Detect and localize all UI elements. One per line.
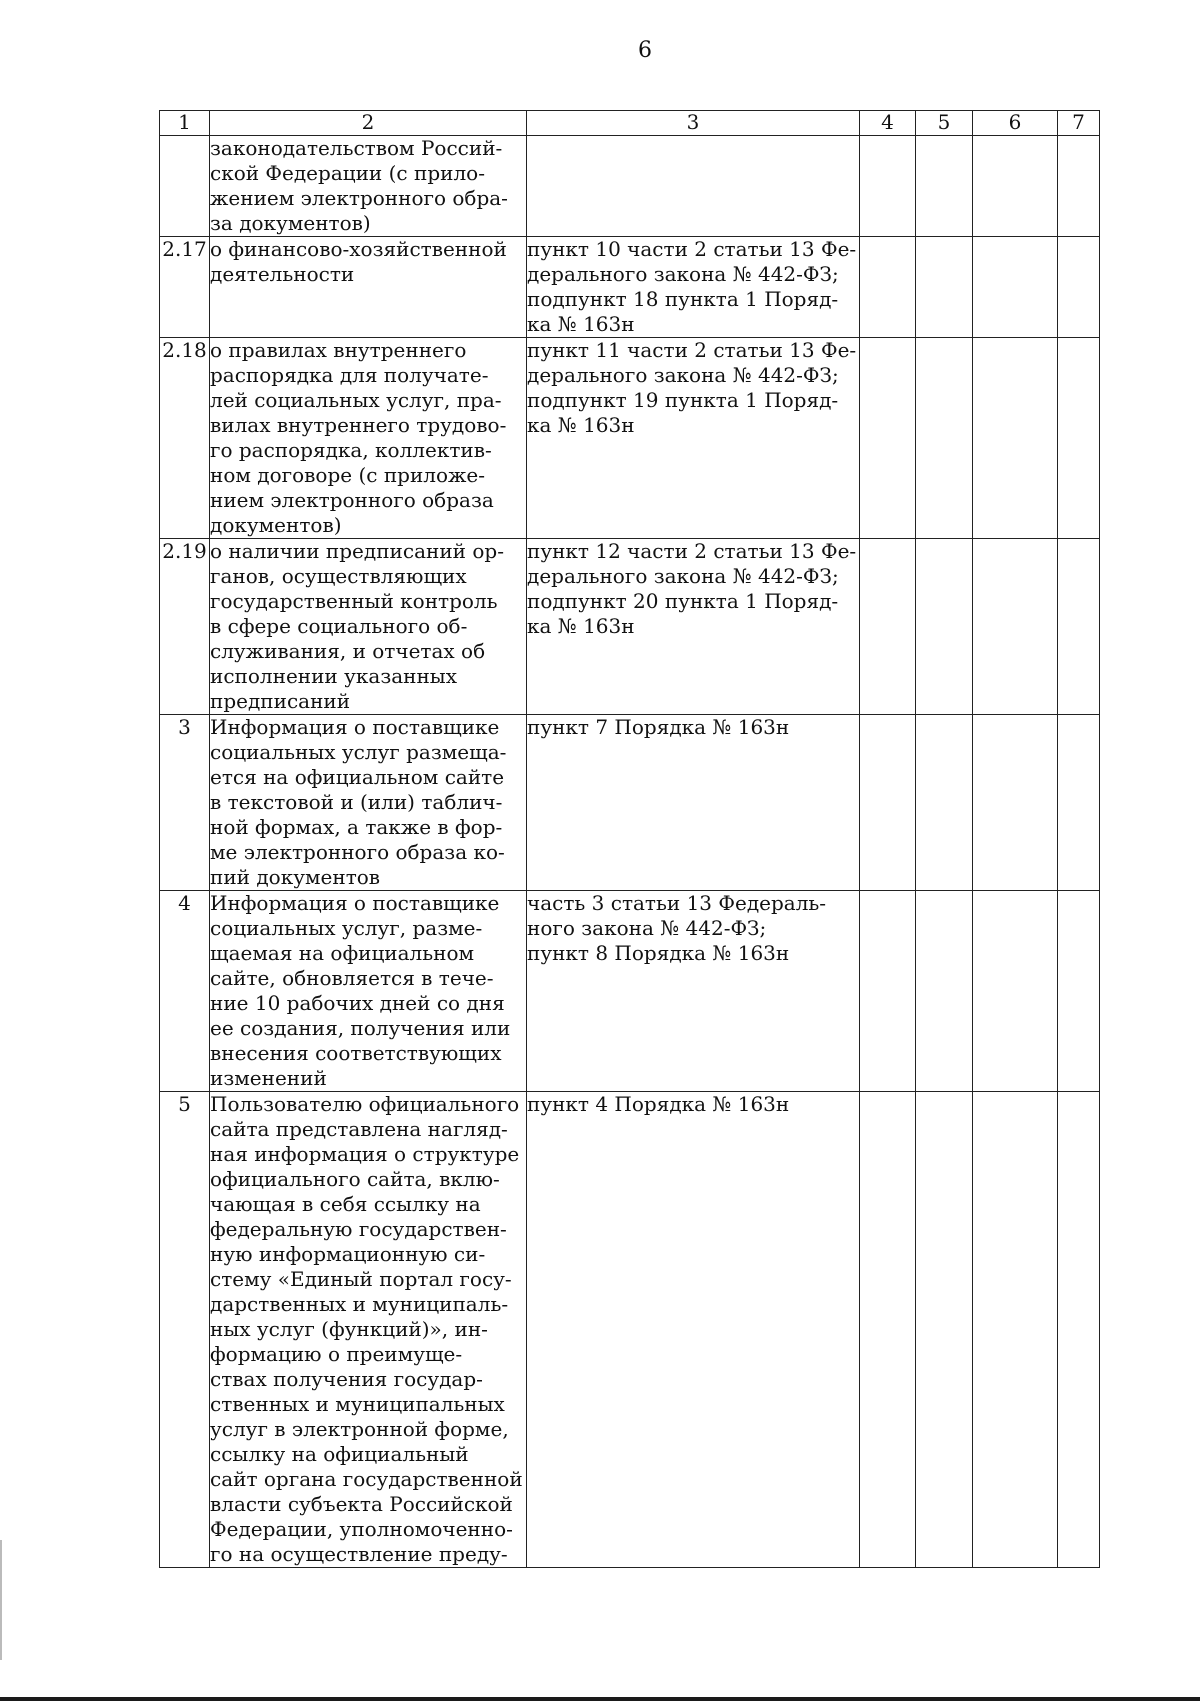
empty-cell (860, 715, 916, 891)
column-header-4: 4 (860, 111, 916, 136)
scan-margin-mark (0, 1540, 2, 1660)
description-cell (210, 237, 527, 338)
empty-cell (973, 539, 1058, 715)
description-cell (210, 136, 527, 237)
header-row (160, 111, 1100, 136)
scan-bottom-edge (0, 1697, 1200, 1701)
empty-cell (1058, 237, 1100, 338)
row-number: 2.19 (160, 539, 210, 715)
legal-basis-cell (527, 237, 860, 338)
legal-basis-text: пункт 4 Порядка № 163н (527, 1092, 790, 1116)
description-text: Пользователю официального сайта представлена нагляд- ная информация о структуре официального сайта, вклю- чающая в себя ссылку на федеральную государствен- ную информационную си- стему «Единый портал госу- дарственных и муниципаль- ных услуг (функций)», ин- формацию о преимуще- ствах получения государ- ственных и муниципальных услуг в электронной форме, ссылку на официальный сайт органа государственной власти субъекта Российской Федерации, уполномоченно- го на осуществление преду- (210, 1092, 523, 1566)
legal-basis-text: пункт 11 части 2 статьи 13 Фе- дерального закона № 442-ФЗ; подпункт 19 пункта 1 Поряд- ка № 163н (527, 338, 857, 437)
table-row (160, 338, 1100, 539)
empty-cell (860, 338, 916, 539)
legal-basis-cell (527, 539, 860, 715)
table-row (160, 1092, 1100, 1568)
empty-cell (1058, 338, 1100, 539)
legal-basis-cell (527, 891, 860, 1092)
row-number: 3 (160, 715, 210, 891)
description-cell (210, 891, 527, 1092)
row-number: 5 (160, 1092, 210, 1568)
description-text: о финансово-хозяйственной деятельности (210, 237, 507, 286)
empty-cell (916, 136, 973, 237)
description-text: законодательством Россий- ской Федерации (с прило- жением электронного обра- за документов) (210, 136, 508, 235)
row-number (160, 136, 210, 237)
empty-cell (1058, 715, 1100, 891)
empty-cell (916, 539, 973, 715)
empty-cell (916, 237, 973, 338)
legal-basis-text: пункт 7 Порядка № 163н (527, 715, 790, 739)
column-header-3: 3 (527, 111, 860, 136)
legal-basis-text: пункт 12 части 2 статьи 13 Фе- дерального закона № 442-ФЗ; подпункт 20 пункта 1 Поряд- ка № 163н (527, 539, 857, 638)
column-header-1: 1 (160, 111, 210, 136)
empty-cell (916, 1092, 973, 1568)
empty-cell (1058, 891, 1100, 1092)
empty-cell (973, 715, 1058, 891)
table-row (160, 715, 1100, 891)
column-header-5: 5 (916, 111, 973, 136)
empty-cell (1058, 539, 1100, 715)
table-row (160, 891, 1100, 1092)
legal-basis-cell (527, 1092, 860, 1568)
column-header-2: 2 (210, 111, 527, 136)
empty-cell (973, 1092, 1058, 1568)
table-row (160, 237, 1100, 338)
empty-cell (973, 237, 1058, 338)
legal-basis-cell (527, 338, 860, 539)
description-text: о наличии предписаний ор- ганов, осуществляющих государственный контроль в сфере социального об- служивания, и отчетах об исполнении указанных предписаний (210, 539, 504, 713)
empty-cell (860, 237, 916, 338)
description-cell (210, 1092, 527, 1568)
description-cell (210, 715, 527, 891)
empty-cell (916, 715, 973, 891)
table-row (160, 539, 1100, 715)
empty-cell (916, 891, 973, 1092)
table-row (160, 136, 1100, 237)
legal-basis-cell (527, 136, 860, 237)
empty-cell (860, 891, 916, 1092)
empty-cell (973, 136, 1058, 237)
empty-cell (860, 136, 916, 237)
description-text: Информация о поставщике социальных услуг размеща- ется на официальном сайте в текстовой и (или) таблич- ной формах, а также в фор- ме электронного образа ко- пий документов (210, 715, 507, 889)
legal-basis-text: часть 3 статьи 13 Федераль- ного закона № 442-ФЗ; пункт 8 Порядка № 163н (527, 891, 827, 965)
empty-cell (973, 891, 1058, 1092)
empty-cell (860, 1092, 916, 1568)
empty-cell (916, 338, 973, 539)
legal-basis-cell (527, 715, 860, 891)
row-number: 2.17 (160, 237, 210, 338)
requirements-table (159, 110, 1100, 1568)
column-header-7: 7 (1058, 111, 1100, 136)
row-number: 4 (160, 891, 210, 1092)
page-number: 6 (638, 38, 652, 63)
empty-cell (1058, 136, 1100, 237)
description-text: о правилах внутреннего распорядка для получате- лей социальных услуг, пра- вилах внутреннего трудово- го распорядка, коллектив- ном договоре (с приложе- нием электронного образа документов) (210, 338, 507, 537)
description-cell (210, 338, 527, 539)
description-cell (210, 539, 527, 715)
column-header-6: 6 (973, 111, 1058, 136)
empty-cell (860, 539, 916, 715)
empty-cell (973, 338, 1058, 539)
empty-cell (1058, 1092, 1100, 1568)
row-number: 2.18 (160, 338, 210, 539)
description-text: Информация о поставщике социальных услуг, разме- щаемая на официальном сайте, обновляется в тече- ние 10 рабочих дней со дня ее создания, получения или внесения соответствующих изменений (210, 891, 511, 1090)
legal-basis-text: пункт 10 части 2 статьи 13 Фе- дерального закона № 442-ФЗ; подпункт 18 пункта 1 Поряд- ка № 163н (527, 237, 857, 336)
